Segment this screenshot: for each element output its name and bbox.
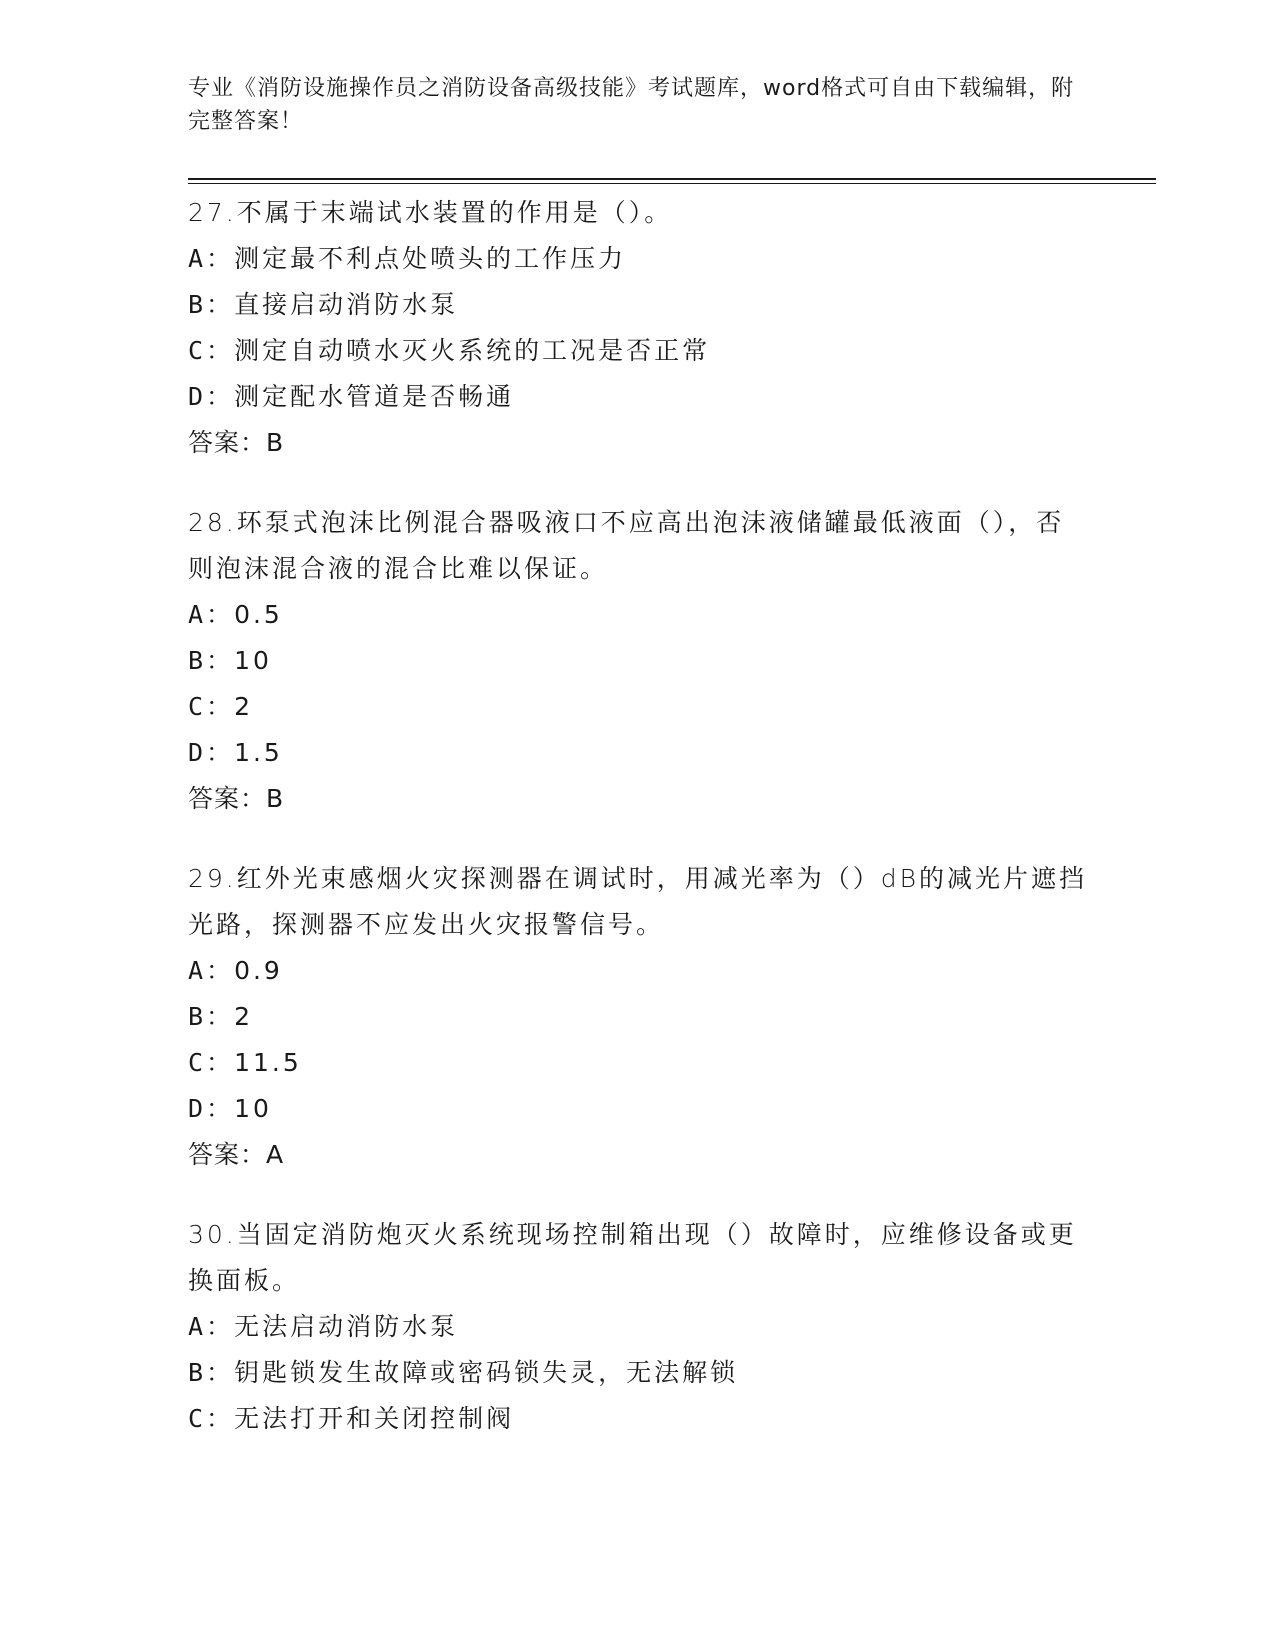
- option-text: 测定自动喷水灭火系统的工况是否正常: [234, 336, 711, 365]
- option-text: 10: [234, 646, 272, 675]
- option-text: 1.5: [234, 738, 283, 767]
- option-text: 10: [234, 1094, 272, 1123]
- option-text: 直接启动消防水泵: [234, 290, 459, 319]
- option-label: D：: [188, 738, 235, 767]
- question-stem: 30.当固定消防炮灭火系统现场控制箱出现（）故障时，应维修设备或更换面板。: [188, 1220, 1077, 1295]
- option-label: C：: [188, 692, 235, 721]
- question-30: [188, 1212, 1088, 1442]
- option-a: [188, 236, 1088, 282]
- option-label: C：: [188, 1048, 235, 1077]
- answer-line: 答案：B: [188, 784, 285, 813]
- option-text: 测定配水管道是否畅通: [234, 382, 515, 411]
- header-divider-thin: [188, 183, 1156, 184]
- question-stem: 29.红外光束感烟火灾探测器在调试时，用减光率为（）dB的减光片遮挡光路，探测器不应发出火灾报警信号。: [188, 864, 1087, 939]
- option-label: D：: [188, 1094, 235, 1123]
- document-header: 专业《消防设施操作员之消防设备高级技能》考试题库，word格式可自由下载编辑，附完整答案！: [188, 76, 1075, 134]
- option-a: [188, 592, 1088, 638]
- option-text: 测定最不利点处喷头的工作压力: [234, 244, 627, 273]
- option-text: 0.5: [234, 600, 283, 629]
- option-d: [188, 374, 1088, 420]
- header-divider-thick: [188, 178, 1156, 180]
- answer-line: 答案：B: [188, 428, 285, 457]
- option-label: B：: [188, 646, 235, 675]
- question-stem: 27.不属于末端试水装置的作用是（）。: [188, 198, 673, 227]
- option-c: [188, 328, 1088, 374]
- option-text: 无法打开和关闭控制阀: [234, 1404, 515, 1433]
- option-text: 11.5: [234, 1048, 302, 1077]
- option-text: 钥匙锁发生故障或密码锁失灵，无法解锁: [234, 1358, 739, 1387]
- question-list: [188, 190, 1088, 1476]
- option-b: [188, 994, 1088, 1040]
- answer-line: 答案：A: [188, 1140, 285, 1169]
- option-label: C：: [188, 336, 235, 365]
- option-label: A：: [188, 956, 235, 985]
- question-28: [188, 500, 1088, 822]
- option-b: [188, 638, 1088, 684]
- option-d: [188, 1086, 1088, 1132]
- option-c: [188, 1040, 1088, 1086]
- option-label: A：: [188, 1312, 235, 1341]
- option-label: D：: [188, 382, 235, 411]
- option-d: [188, 730, 1088, 776]
- option-label: A：: [188, 600, 235, 629]
- option-label: B：: [188, 1358, 235, 1387]
- option-text: 2: [234, 1002, 253, 1031]
- question-27: [188, 190, 1088, 466]
- question-29: [188, 856, 1088, 1178]
- option-b: [188, 1350, 1088, 1396]
- option-a: [188, 948, 1088, 994]
- option-a: [188, 1304, 1088, 1350]
- option-c: [188, 1396, 1088, 1442]
- option-text: 0.9: [234, 956, 283, 985]
- option-label: A：: [188, 244, 235, 273]
- option-label: B：: [188, 1002, 235, 1031]
- option-label: B：: [188, 290, 235, 319]
- option-label: C：: [188, 1404, 235, 1433]
- option-b: [188, 282, 1088, 328]
- option-c: [188, 684, 1088, 730]
- option-text: 无法启动消防水泵: [234, 1312, 459, 1341]
- question-stem: 28.环泵式泡沫比例混合器吸液口不应高出泡沫液储罐最低液面（），否则泡沫混合液的混合比难以保证。: [188, 508, 1065, 583]
- option-text: 2: [234, 692, 253, 721]
